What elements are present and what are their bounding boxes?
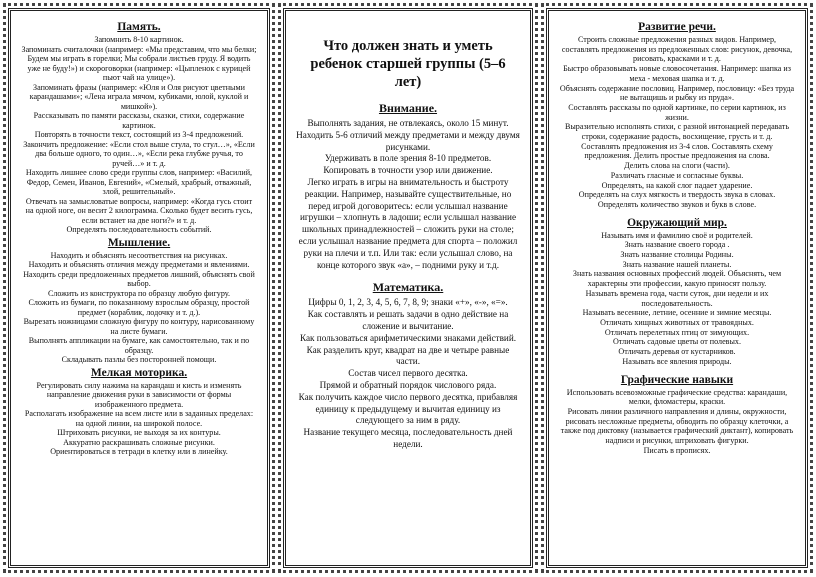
left-panel bbox=[8, 8, 270, 568]
text-line: Отличать деревья от кустарников. bbox=[618, 347, 736, 357]
spacer bbox=[296, 271, 520, 276]
text-line: Объяснять содержание пословиц. Например, пословицу: «Без труда не вытащишь и рыбку из пруда». bbox=[559, 83, 795, 103]
text-line: Знать название столицы Родины. bbox=[620, 250, 734, 260]
text-line: Название текущего месяца, последовательность дней недели. bbox=[303, 427, 513, 449]
text-line: Цифры 0, 1, 2, 3, 4, 5, 6, 7, 8, 9; знаки «+», «-», «=». bbox=[308, 297, 508, 308]
text-line: Ориентироваться в тетради в клетку или в линейку. bbox=[50, 447, 228, 456]
section-heading-fine-motor: Мелкая моторика. bbox=[90, 366, 188, 379]
spacer bbox=[559, 210, 795, 215]
text-line: Сложить из бумаги, по показанному взрослым образцу, простой предмет (кораблик, лодочку и т. д.). bbox=[28, 298, 250, 317]
text-line: Знать названия основных профессий людей. Объяснять, чем характерны эти профессии, какую приносят пользу. bbox=[572, 269, 782, 289]
text-line: Как пользоваться арифметическими знаками действий. bbox=[299, 332, 517, 343]
math-text bbox=[296, 297, 520, 450]
text-line: Удерживать в поле зрения 8-10 предметов. bbox=[324, 153, 492, 164]
text-line: Выразительно исполнять стихи, с разной интонацией передавать строки, содержание радость, восхищение, грусть и т. д. bbox=[564, 122, 790, 142]
text-line: Использовать всевозможные графические средства: карандаши, мелки, фломастеры, краски. bbox=[566, 387, 788, 407]
text-line: Копировать в точности узор или движение. bbox=[323, 165, 493, 176]
text-line: Писать в прописях. bbox=[643, 445, 711, 455]
memory-text bbox=[21, 35, 257, 235]
text-line: Называть имя и фамилию своё и родителей. bbox=[601, 230, 753, 240]
text-line: Определять на слух мягкость и твердость звука в словах. bbox=[578, 190, 776, 200]
text-line: Находить и объяснять отличия между предметами и явлениями. bbox=[28, 260, 250, 269]
speech-text bbox=[559, 35, 795, 210]
text-line: Запоминать фразы (например: «Юля и Оля рисуют цветными карандашами»; «Лена играла мячом, кубиками, юлой, куклой и мишкой»). bbox=[29, 82, 249, 111]
section-heading-thinking: Мышление. bbox=[107, 236, 171, 249]
text-line: Вырезать ножницами сложную фигуру по контуру, нарисованному на листе бумаги. bbox=[23, 317, 255, 336]
text-line: Располагать изображение на всем листе или в заданных пределах: на одной линии, на широкой полосе. bbox=[24, 409, 254, 428]
text-line: Запоминать считалочки (например: «Мы представим, что мы белки; Будем мы играть в горелки; Мы собрали листьев груду. Я водить уже не буду!») и скороговорки (например: «Цыпленок с курицей пьют чай на улице»). bbox=[21, 44, 257, 82]
section-heading-math: Математика. bbox=[372, 280, 444, 295]
text-line: Находить лишнее слово среди группы слов, например: «Василий, Федор, Семен, Иванов, Евгений», «Смелый, храбрый, отважный, злой, решительный». bbox=[25, 168, 253, 196]
text-line: Сложить из конструктора по образцу любую фигуру. bbox=[47, 288, 231, 298]
text-line: Называть времена года, части суток, дни недели и их последовательность. bbox=[585, 288, 769, 308]
text-line: Выполнять задания, не отвлекаясь, около 15 минут. bbox=[307, 118, 509, 128]
text-line: Как получить каждое число первого десятка, прибавляя единицу к предыдущему и вычитая единицу из следующего за ним в ряду. bbox=[298, 391, 518, 426]
text-line: Делить слова на слоги (части). bbox=[624, 161, 730, 171]
fine-motor-text bbox=[21, 381, 257, 457]
text-line: Закончить предложение: «Если стол выше стула, то стул…», «Если два больше одного, то один…», «Если река глубже ручья, то ручей…» и т. д. bbox=[23, 139, 255, 168]
text-line: Рассказывать по памяти рассказы, сказки, стихи, содержание картинок. bbox=[33, 111, 245, 130]
world-text bbox=[559, 231, 795, 367]
text-line: Знать название нашей планеты. bbox=[622, 259, 732, 269]
text-line: Строить сложные предложения разных видов. Например, составлять предложения из предложенных слов: рисунок, девочка, рисовать, красками и т. д. bbox=[561, 35, 793, 64]
text-line: Аккуратно раскрашивать сложные рисунки. bbox=[63, 437, 215, 447]
text-line: Составлять рассказы по одной картинке, по серии картинок, из жизни. bbox=[568, 102, 786, 122]
spacer bbox=[559, 367, 795, 372]
section-heading-speech: Развитие речи. bbox=[638, 21, 716, 33]
text-line: Складывать пазлы без посторонней помощи. bbox=[61, 355, 217, 364]
attention-text bbox=[296, 118, 520, 271]
text-line: Отвечать на замысловатые вопросы, например: «Когда гусь стоит на одной ноге, он весит 2 килограмма. Сколько будет весить гусь, если встанет на две ноги?» и т. д. bbox=[25, 196, 253, 225]
text-line: Повторять в точности текст, состоящий из 3-4 предложений. bbox=[34, 130, 244, 139]
text-line: Составлять предложения из 3-4 слов. Составлять схему предложения. Делить простые предложения на слова. bbox=[581, 141, 773, 161]
text-line: Называть весенние, летние, осенние и зимние месяцы. bbox=[582, 308, 772, 318]
text-line: Находить 5-6 отличий между предметами и между двумя рисунками. bbox=[296, 129, 520, 152]
right-panel bbox=[546, 8, 808, 568]
page-title: Что должен знать и уметь ребенок старшей группы (5–6 лет) bbox=[310, 38, 506, 90]
text-line: Как составлять и решать задачи в одно действие на сложение и вычитание. bbox=[307, 309, 509, 331]
section-heading-memory: Память. bbox=[117, 21, 161, 33]
text-line: Как разделить круг, квадрат на две и четыре равные части. bbox=[306, 344, 510, 367]
text-line: Отличать хищных животных от травоядных. bbox=[600, 317, 754, 327]
text-line: Штриховать рисунки, не выходя за их контуры. bbox=[57, 428, 221, 437]
text-line: Запомнить 8-10 картинок. bbox=[94, 35, 184, 44]
text-line: Состав чисел первого десятка. bbox=[348, 368, 468, 379]
text-line: Легко играть в игры на внимательность и быстроту реакции. Например, называйте существительные, но перед игрой договоритесь: если услышал название игрушки – хлопнуть в ладоши; если услышал название школьных принадлежностей – сложить руки на столе; если услышал название предмета для спорта – положил руки на плечи и т.п. Или так: если услышал слово, на конце которого звук «а», – подними руку и т.д. bbox=[298, 176, 518, 270]
middle-panel bbox=[283, 8, 533, 568]
text-line: Находить среди предложенных предметов лишний, объяснять свой выбор. bbox=[23, 269, 255, 288]
text-line: Различать гласные и согласные буквы. bbox=[610, 170, 744, 180]
text-line: Находить и объяснять несоответствия на рисунках. bbox=[50, 250, 228, 260]
text-line: Определять, на какой слог падает ударение. bbox=[601, 180, 753, 190]
text-line: Быстро образовывать новые словосочетания. Например: шапка из меха - меховая шапка и т. д. bbox=[563, 64, 791, 83]
text-line: Регулировать силу нажима на карандаш и кисть и изменять направление движения руки в зависимости от формы изображенного предмета. bbox=[36, 380, 242, 409]
text-line: Определять последовательность событий. bbox=[66, 225, 212, 234]
section-heading-world: Окружающий мир. bbox=[627, 216, 727, 229]
text-line: Отличать перелетных птиц от зимующих. bbox=[604, 327, 750, 337]
text-line: Отличать садовые цветы от полевых. bbox=[612, 337, 741, 347]
text-line: Рисовать линии различного направления и длины, окружности, рисовать несложные предметы, обводить по образцу клеточки, а также под диктовку (называется графический диктант), копировать надписи и рисунки, штриховать фигурки. bbox=[560, 406, 794, 446]
section-heading-graphics: Графические навыки bbox=[620, 373, 734, 386]
thinking-text bbox=[21, 251, 257, 365]
section-heading-attention: Внимание. bbox=[378, 101, 438, 115]
text-line: Называть все явления природы. bbox=[622, 356, 732, 366]
text-line: Выполнять аппликации на бумаге, как самостоятельно, так и по образцу. bbox=[28, 336, 250, 355]
text-line: Определять количество звуков и букв в слове. bbox=[597, 199, 757, 209]
text-line: Знать название своего города . bbox=[624, 240, 730, 250]
graphics-text bbox=[559, 388, 795, 456]
text-line: Прямой и обратный порядок числового ряда. bbox=[319, 379, 497, 390]
